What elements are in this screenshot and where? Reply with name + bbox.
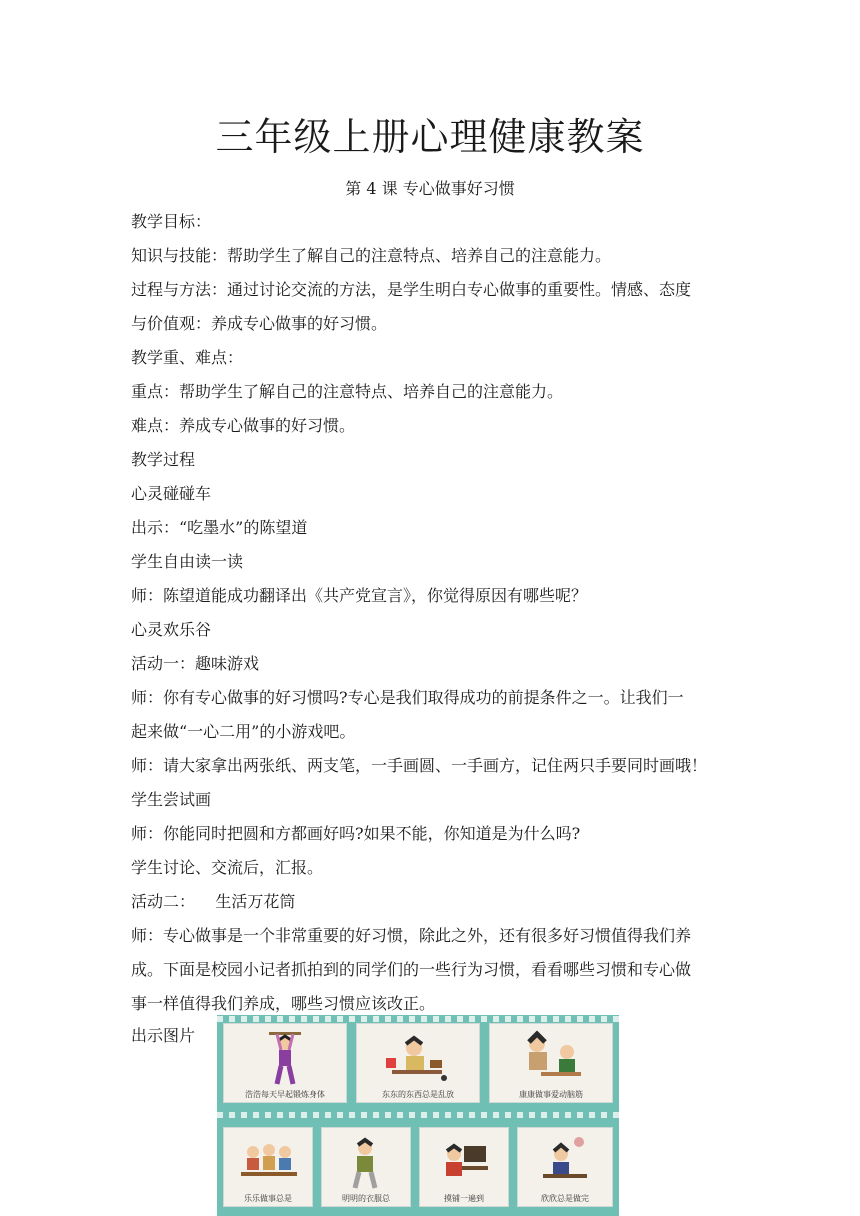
text-line: 事一样值得我们养成，哪些习惯应该改正。 — [131, 994, 436, 1013]
frame-caption: 浩浩每天早起锻炼身体 — [245, 1090, 325, 1099]
text-line: 成。下面是校园小记者抓拍到的同学们的一些行为习惯，看看哪些习惯和专心做 — [131, 960, 692, 979]
frame-caption: 明明的衣服总 — [342, 1194, 390, 1203]
child-thinking-icon — [511, 1028, 591, 1090]
habits-illustration — [217, 1015, 619, 1216]
illustration-frame — [517, 1127, 613, 1207]
text-line: 师：你能同时把圆和方都画好吗?如果不能，你知道是为什么吗? — [131, 824, 581, 843]
text-line: 教学目标： — [131, 212, 212, 231]
text-line: 心灵碰碰车 — [131, 484, 212, 503]
text-line: 心灵欢乐谷 — [131, 620, 212, 639]
text-line: 学生尝试画 — [131, 790, 212, 809]
text-line: 知识与技能：帮助学生了解自己的注意特点、培养自己的注意能力。 — [131, 246, 612, 265]
text-line: 活动一：趣味游戏 — [131, 654, 260, 673]
text-line: 师：请大家拿出两张纸、两支笔，一手画圆、一手画方，记住两只手要同时画哦！ — [131, 756, 708, 775]
illustration-frame — [356, 1023, 480, 1103]
children-chatting-icon — [233, 1132, 303, 1194]
child-messy-room-icon — [378, 1028, 458, 1090]
film-strip-top — [217, 1015, 619, 1112]
frame-caption: 摸铺一遍到 — [444, 1194, 484, 1203]
text-line: 学生自由读一读 — [131, 552, 244, 571]
text-line: 重点：帮助学生了解自己的注意特点、培养自己的注意能力。 — [131, 382, 564, 401]
film-strip-bottom — [217, 1119, 619, 1216]
document-title: 三年级上册心理健康教案 — [215, 115, 645, 159]
illustration-frame — [223, 1023, 347, 1103]
frame-caption: 乐乐做事总是 — [244, 1194, 292, 1203]
frame-caption: 欣欣总是做完 — [541, 1194, 589, 1203]
lesson-subtitle: 第 4 课 专心做事好习惯 — [345, 179, 515, 198]
text-line: 与价值观：养成专心做事的好习惯。 — [131, 314, 388, 333]
illustration-frame — [321, 1127, 411, 1207]
figure-label: 出示图片 — [131, 1026, 196, 1045]
text-line: 师：你有专心做事的好习惯吗?专心是我们取得成功的前提条件之一。让我们一 — [131, 688, 684, 707]
text-line: 教学过程 — [131, 450, 196, 469]
illustration-frame — [419, 1127, 509, 1207]
text-line: 出示：“吃墨水”的陈望道 — [131, 518, 308, 537]
child-exercising-icon — [255, 1028, 315, 1090]
child-messy-clothes-icon — [341, 1132, 391, 1194]
child-homework-icon — [535, 1132, 595, 1194]
film-perforation — [217, 1112, 619, 1118]
frame-caption: 东东的东西总是乱放 — [382, 1090, 454, 1099]
illustration-frame — [223, 1127, 313, 1207]
text-line: 师：专心做事是一个非常重要的好习惯，除此之外，还有很多好习惯值得我们养 — [131, 926, 692, 945]
text-line: 教学重、难点： — [131, 348, 244, 367]
text-line: 学生讨论、交流后，汇报。 — [131, 858, 324, 877]
text-line: 过程与方法：通过讨论交流的方法，是学生明白专心做事的重要性。情感、态度 — [131, 280, 692, 299]
illustration-frame — [489, 1023, 613, 1103]
text-line: 师：陈望道能成功翻译出《共产党宣言》，你觉得原因有哪些呢？ — [131, 586, 588, 605]
frame-caption: 康康做事爱动脑筋 — [519, 1090, 583, 1099]
text-line: 起来做“一心二用”的小游戏吧。 — [131, 722, 356, 741]
text-line: 难点：养成专心做事的好习惯。 — [131, 416, 356, 435]
child-at-desk-icon — [434, 1132, 494, 1194]
text-line: 活动二： 生活万花筒 — [131, 892, 296, 911]
